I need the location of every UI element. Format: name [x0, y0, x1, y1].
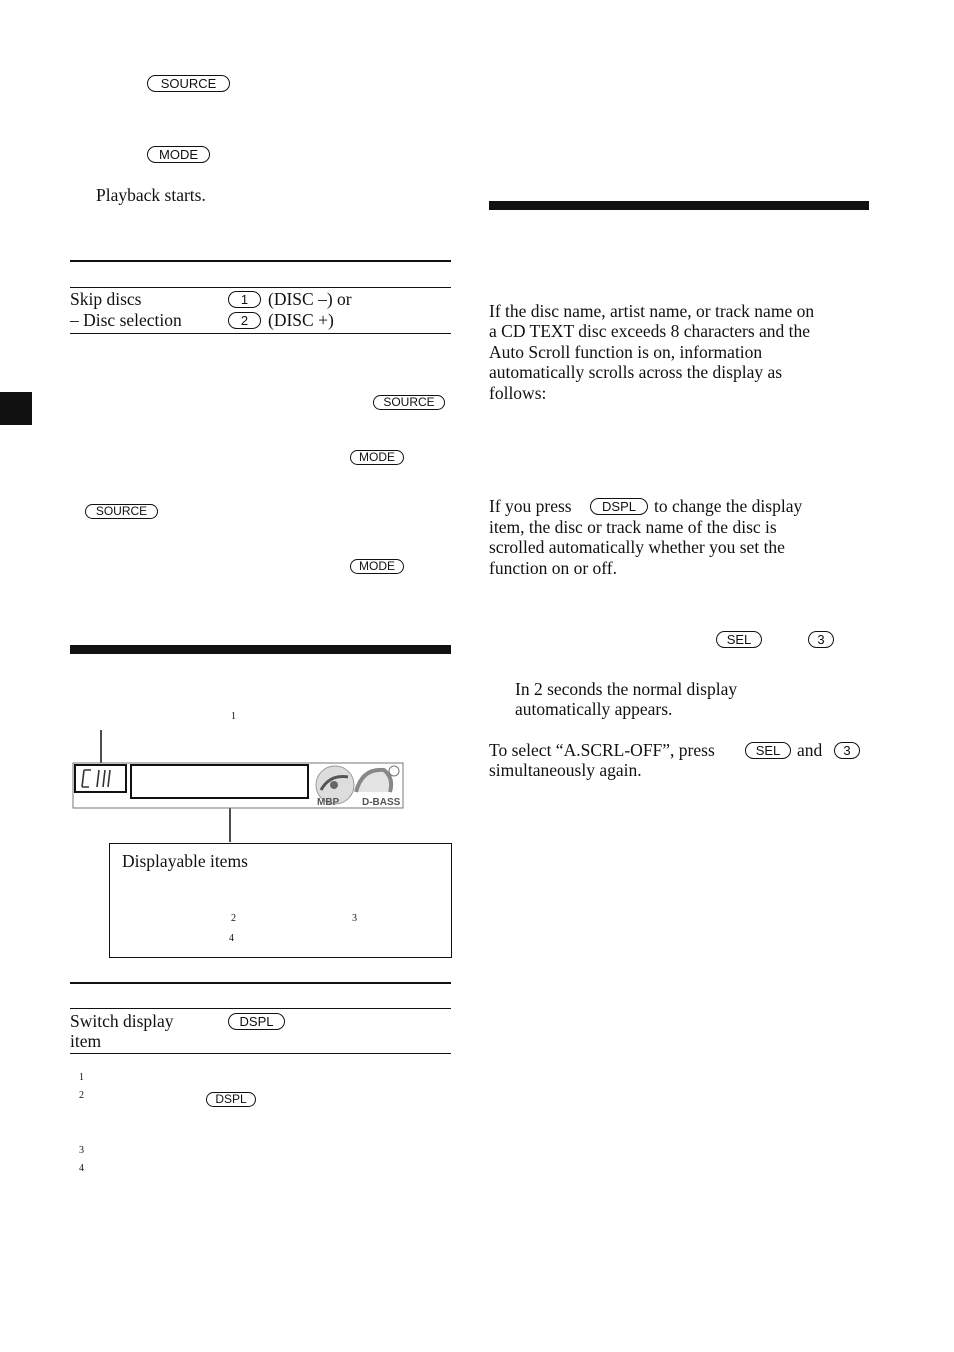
- playback-starts-text: Playback starts.: [96, 185, 206, 205]
- auto-scroll-para-line-1: If the disc name, artist name, or track name on: [489, 301, 815, 321]
- sel-key-2: SEL: [745, 742, 791, 759]
- footnote-3-mark: 3: [79, 1145, 84, 1156]
- sel-key: SEL: [716, 631, 762, 648]
- mode-key: MODE: [147, 146, 210, 163]
- scrl-off-para-pre: To select “A.SCRL-OFF”, press: [489, 740, 715, 760]
- auto-scroll-para-line-4: automatically scrolls across the display as: [489, 362, 783, 382]
- key-3: 3: [808, 631, 834, 648]
- auto-scroll-para-line-5: follows:: [489, 383, 547, 403]
- footnote-ref-2: 2: [231, 913, 236, 924]
- right-section-heading-bar: [489, 201, 869, 210]
- scrl-off-and: and: [797, 740, 823, 760]
- disc-plus-text: (DISC +): [268, 310, 334, 330]
- auto-scroll-para-line-3: Auto Scroll function is on, information: [489, 342, 763, 362]
- mbp-label: MBP: [317, 797, 340, 808]
- source-key-2: SOURCE: [373, 395, 445, 410]
- dspl-para-line-3: scrolled automatically whether you set the: [489, 537, 785, 557]
- dspl-para-line-2: item, the disc or track name of the disc is: [489, 517, 777, 537]
- dspl-para-line-4: function on or off.: [489, 558, 617, 578]
- key-1: 1: [228, 291, 261, 308]
- key-3-second: 3: [834, 742, 860, 759]
- section-tab-marker: [0, 392, 32, 425]
- table2-header-rule: [70, 1008, 451, 1009]
- display-window-svg: [72, 730, 404, 842]
- table1-bottom-rule: [70, 333, 451, 334]
- switch-display-label-line2: item: [70, 1031, 102, 1051]
- disc-selection-label: – Disc selection: [70, 310, 182, 330]
- dspl-key: DSPL: [228, 1013, 285, 1030]
- source-key-3: SOURCE: [85, 504, 158, 519]
- scrl-off-para-line-2: simultaneously again.: [489, 760, 642, 780]
- skip-discs-label: Skip discs: [70, 289, 142, 309]
- disc-minus-text: (DISC –) or: [268, 289, 352, 309]
- table2-bottom-rule: [70, 1053, 451, 1054]
- normal-display-line-2: automatically appears.: [515, 699, 673, 719]
- footnote-ref-4: 4: [229, 933, 234, 944]
- dspl-para-pre: If you press: [489, 496, 572, 516]
- footnote-ref-1: 1: [231, 711, 236, 722]
- switch-display-label: Switch display: [70, 1011, 174, 1031]
- dspl-key-inline: DSPL: [590, 498, 648, 515]
- source-key: SOURCE: [147, 75, 230, 92]
- mode-key-3: MODE: [350, 559, 404, 574]
- footnote-4-mark: 4: [79, 1163, 84, 1174]
- footnote-2-mark: 2: [79, 1090, 84, 1101]
- table2-top-rule: [70, 982, 451, 984]
- auto-scroll-para-line-2: a CD TEXT disc exceeds 8 characters and the: [489, 321, 811, 341]
- dspl-key-footnote: DSPL: [206, 1092, 256, 1107]
- footnote-1-mark: 1: [79, 1072, 84, 1083]
- table1-header-rule: [70, 287, 451, 288]
- footnote-ref-3: 3: [352, 913, 357, 924]
- displayable-items-title: Displayable items: [122, 851, 248, 871]
- mode-key-2: MODE: [350, 450, 404, 465]
- key-2: 2: [228, 312, 261, 329]
- normal-display-line-1: In 2 seconds the normal display: [515, 679, 738, 699]
- left-section-heading-bar: [70, 645, 451, 654]
- table1-top-rule: [70, 260, 451, 262]
- dspl-para-post: to change the display: [654, 496, 803, 516]
- display-window-illustration: [72, 730, 404, 842]
- dbass-label: D-BASS: [362, 797, 401, 808]
